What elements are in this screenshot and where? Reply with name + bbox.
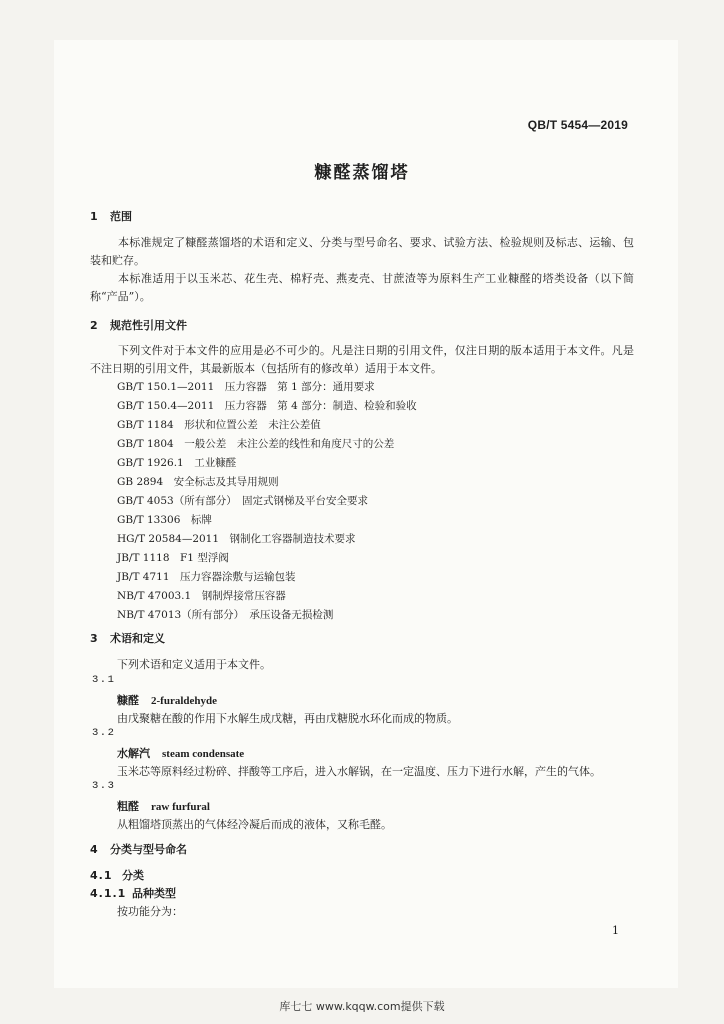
- section-number: 1: [90, 210, 98, 223]
- section-4-text: 按功能分为：: [117, 905, 183, 918]
- term-number: 3.2: [92, 727, 116, 739]
- reference-item: GB/T 150.1—2011 压力容器 第 1 部分：通用要求: [117, 381, 375, 393]
- section-2-paragraph: 下列文件对于本文件的应用是必不可少的。凡是注日期的引用文件，仅注日期的版本适用于本文件。凡是不注日期的引用文件，其最新版本（包括所有的修改单）适用于本文件。: [90, 344, 634, 375]
- reference-item: GB/T 13306 标牌: [117, 514, 212, 526]
- section-title: 范围: [110, 210, 132, 223]
- standard-number: QB/T 5454—2019: [527, 118, 628, 132]
- subsection-title: 品种类型: [132, 887, 176, 900]
- section-1-paragraph-1: 本标准规定了糠醛蒸馏塔的术语和定义、分类与型号命名、要求、试验方法、检验规则及标志、运输、包装和贮存。: [90, 236, 634, 267]
- reference-item: NB/T 47013（所有部分） 承压设备无损检测: [117, 609, 334, 621]
- section-2-heading: [90, 317, 187, 333]
- term-cn: 水解汽: [117, 747, 150, 760]
- section-1-paragraph-2: 本标准适用于以玉米芯、花生壳、棉籽壳、燕麦壳、甘蔗渣等为原料生产工业糠醛的塔类设备（以下简称“产品”）。: [90, 272, 634, 303]
- download-footer: 库七七 www.kqqw.com提供下载: [279, 1000, 445, 1013]
- subsection-4-1-1-heading: [90, 885, 176, 901]
- reference-item: GB/T 1184 形状和位置公差 未注公差值: [117, 419, 321, 431]
- term-definition: 从粗馏塔顶蒸出的气体经冷凝后而成的液体，又称毛醛。: [117, 818, 392, 831]
- reference-item: HG/T 20584—2011 钢制化工容器制造技术要求: [117, 533, 356, 545]
- section-3-heading: [90, 630, 165, 646]
- document-title: 糠醛蒸馏塔: [314, 163, 410, 183]
- section-title: 分类与型号命名: [110, 843, 187, 856]
- reference-item: GB/T 1926.1 工业糠醛: [117, 457, 237, 469]
- reference-item: JB/T 1118 F1 型浮阀: [117, 552, 229, 564]
- section-title: 规范性引用文件: [110, 319, 187, 332]
- section-3-intro: 下列术语和定义适用于本文件。: [117, 658, 271, 671]
- subsection-number: 4.1: [90, 869, 113, 882]
- section-number: 2: [90, 319, 98, 332]
- term-cn: 糠醛: [117, 694, 139, 707]
- section-number: 4: [90, 843, 98, 856]
- reference-item: JB/T 4711 压力容器涂敷与运输包装: [117, 571, 296, 583]
- section-number: 3: [90, 632, 98, 645]
- term-heading: [117, 745, 244, 761]
- reference-item: NB/T 47003.1 钢制焊接常压容器: [117, 590, 286, 602]
- subsection-number: 4.1.1: [90, 887, 127, 900]
- term-heading: [117, 692, 217, 708]
- subsection-title: 分类: [122, 869, 144, 882]
- reference-item: GB/T 4053（所有部分） 固定式钢梯及平台安全要求: [117, 495, 368, 507]
- term-number: 3.3: [92, 780, 116, 792]
- term-cn: 粗醛: [117, 800, 139, 813]
- term-definition: 由戊聚糖在酸的作用下水解生成戊糖，再由戊糖脱水环化而成的物质。: [117, 712, 458, 725]
- term-en: steam condensate: [162, 748, 245, 760]
- term-heading: [117, 798, 210, 814]
- term-en: 2-furaldehyde: [151, 695, 217, 707]
- subsection-4-1-heading: [90, 867, 144, 883]
- section-1-heading: [90, 208, 132, 224]
- section-4-heading: [90, 841, 187, 857]
- reference-item: GB 2894 安全标志及其导用规则: [117, 476, 279, 488]
- reference-item: GB/T 1804 一般公差 未注公差的线性和角度尺寸的公差: [117, 438, 395, 450]
- section-title: 术语和定义: [110, 632, 165, 645]
- page-number: 1: [612, 924, 619, 937]
- term-number: 3.1: [92, 674, 116, 686]
- term-en: raw furfural: [151, 801, 210, 813]
- reference-item: GB/T 150.4—2011 压力容器 第 4 部分：制造、检验和验收: [117, 400, 417, 412]
- term-definition: 玉米芯等原料经过粉碎、拌酸等工序后，进入水解锅，在一定温度、压力下进行水解，产生的气体。: [117, 765, 601, 778]
